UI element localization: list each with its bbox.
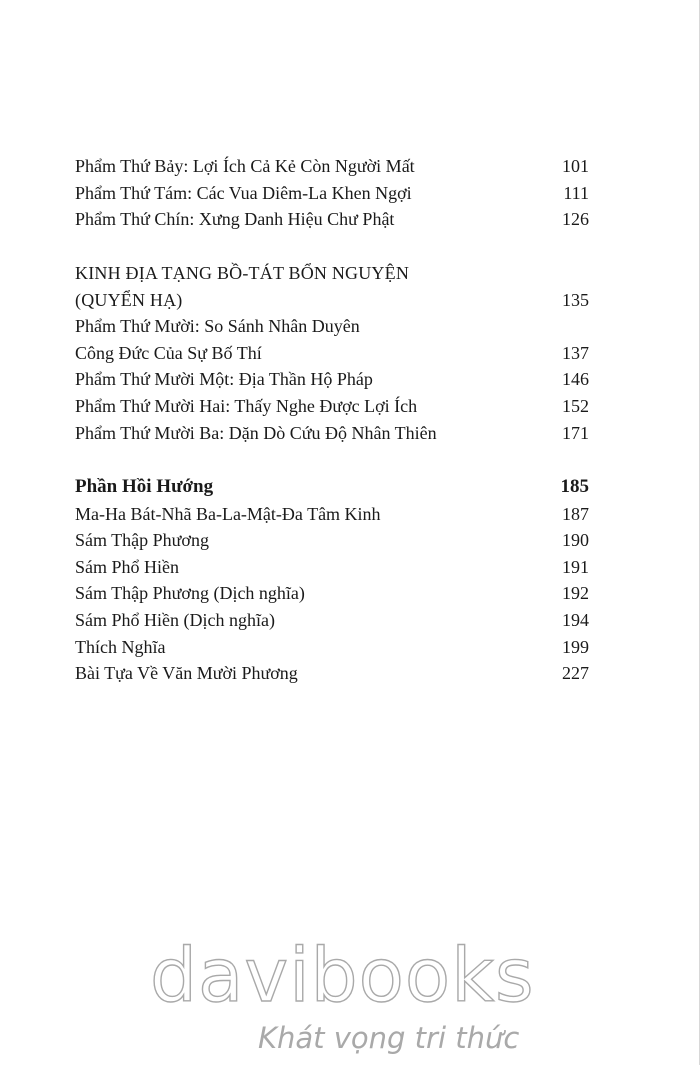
- toc-entry: [75, 206, 589, 233]
- toc-section-1: [75, 153, 589, 233]
- toc-entry-title: Phẩm Thứ Bảy: Lợi Ích Cả Kẻ Còn Người Mất: [75, 156, 415, 176]
- toc-entry-page: 171: [562, 422, 589, 443]
- toc-entry-page: 185: [560, 476, 589, 497]
- toc-entry-title: Phẩm Thứ Mười Ba: Dặn Dò Cứu Độ Nhân Thiên: [75, 422, 437, 443]
- toc-section-3: [75, 474, 589, 687]
- toc-entry-title: Bài Tựa Về Văn Mười Phương: [75, 663, 298, 684]
- toc-entry-title: Sám Phổ Hiền (Dịch nghĩa): [75, 609, 275, 630]
- toc-entry-title: Sám Thập Phương (Dịch nghĩa): [75, 583, 305, 604]
- toc-entry-page: 137: [562, 342, 589, 363]
- toc-entry-title: Phẩm Thứ Mười Hai: Thấy Nghe Được Lợi Ích: [75, 395, 418, 416]
- toc-entry-page: 146: [562, 369, 589, 390]
- toc-entry: [75, 634, 589, 661]
- toc-section-2: [75, 260, 589, 446]
- toc-entry-title: Sám Phổ Hiền: [75, 556, 180, 577]
- toc-entry: [75, 580, 589, 607]
- toc-entry-title: Phẩm Thứ Tám: Các Vua Diêm-La Khen Ngợi: [75, 182, 412, 203]
- toc-entry-page: 190: [562, 530, 589, 551]
- toc-entry-page: 111: [563, 182, 589, 203]
- toc-entry-page: 187: [562, 503, 589, 524]
- toc-entry-page: 227: [562, 663, 589, 684]
- toc-entry: [75, 393, 589, 420]
- toc-entry: [75, 607, 589, 634]
- toc-entry-title: Thích Nghĩa: [75, 636, 166, 657]
- toc-entry: [75, 340, 589, 367]
- toc-entry-title: (QUYỂN HẠ): [75, 289, 183, 310]
- toc-entry: [75, 660, 589, 687]
- toc-entry-title: Phần Hồi Hướng: [75, 476, 214, 497]
- toc-entry-title: Phẩm Thứ Chín: Xưng Danh Hiệu Chư Phật: [75, 209, 395, 230]
- watermark-tagline: Khát vọng tri thức: [258, 1021, 520, 1055]
- toc-entry: [75, 153, 589, 180]
- toc-entry-page: 152: [562, 395, 589, 416]
- toc-entry: [75, 366, 589, 393]
- toc-entry-page: 192: [562, 583, 589, 604]
- toc-section-heading: [75, 474, 589, 501]
- toc-entry: [75, 180, 589, 207]
- toc-entry-page: 194: [562, 609, 589, 630]
- toc-entry-page: 101: [562, 156, 589, 176]
- watermark-brand: davibooks: [150, 933, 535, 1019]
- toc-entry-title: Ma-Ha Bát-Nhã Ba-La-Mật-Đa Tâm Kinh: [75, 503, 381, 524]
- toc-entry: [75, 554, 589, 581]
- toc-entry: [75, 527, 589, 554]
- toc-entry-title: KINH ĐỊA TẠNG BỒ-TÁT BỔN NGUYỆN: [75, 263, 410, 283]
- toc-entry-page: 191: [562, 556, 589, 577]
- toc-entry: [75, 420, 589, 447]
- publisher-watermark: [150, 932, 570, 1057]
- toc-entry-page: 135: [562, 289, 589, 310]
- toc-entry: [75, 260, 589, 287]
- toc-entry-title: Phẩm Thứ Mười: So Sánh Nhân Duyên: [75, 316, 360, 337]
- toc-entry-title: Phẩm Thứ Mười Một: Địa Thần Hộ Pháp: [75, 369, 373, 390]
- toc-entry: [75, 313, 589, 340]
- toc-entry-title: Công Đức Của Sự Bố Thí: [75, 342, 262, 363]
- toc-entry: [75, 287, 589, 314]
- toc-entry: [75, 501, 589, 528]
- toc-entry-title: Sám Thập Phương: [75, 530, 209, 551]
- toc-entry-page: 199: [562, 636, 589, 657]
- toc-entry-page: 126: [562, 209, 589, 230]
